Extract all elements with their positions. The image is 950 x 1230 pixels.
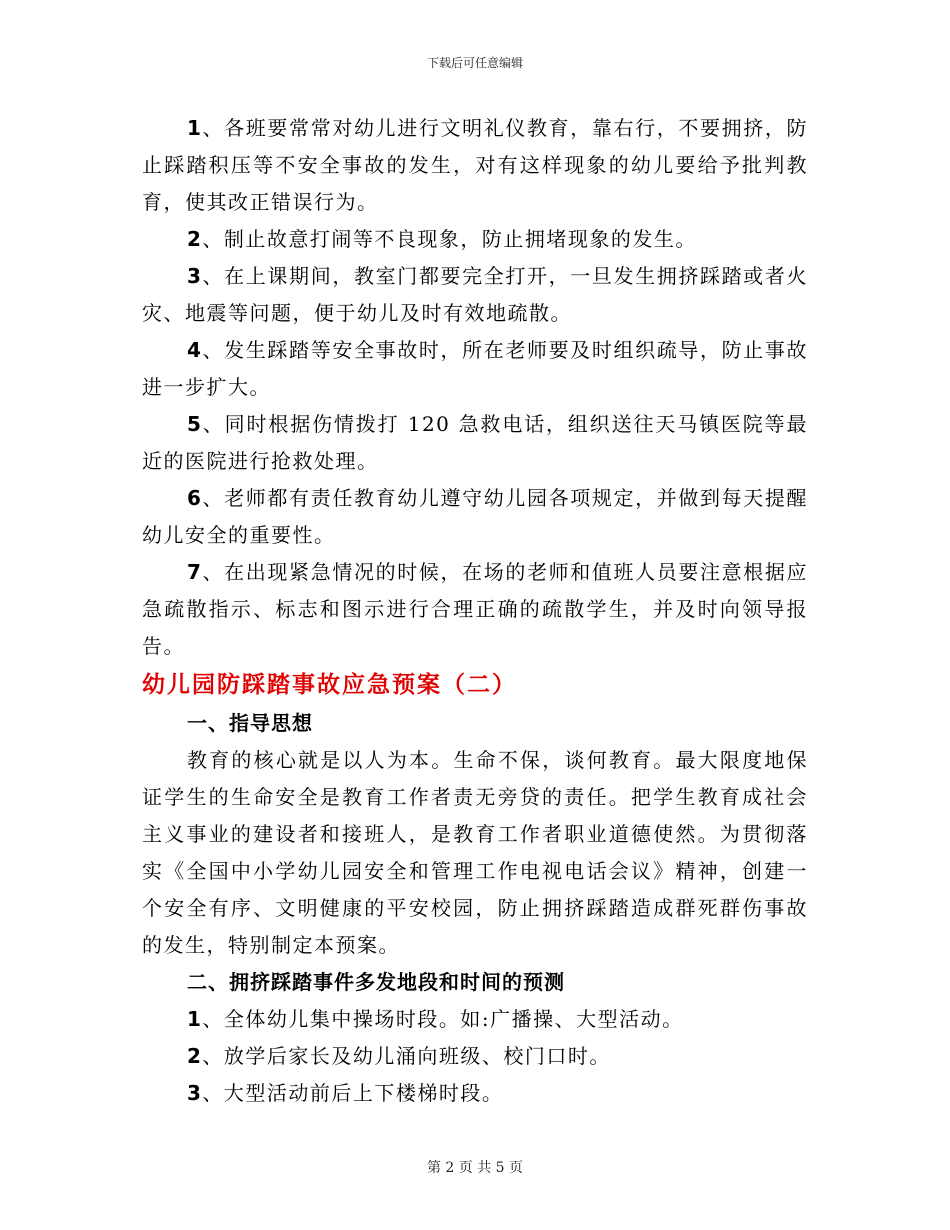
list-item <box>142 332 808 406</box>
item-text: 、放学后家长及幼儿涌向班级、校门口时。 <box>202 1044 611 1068</box>
item-text: 、制止故意打闹等不良现象，防止拥堵现象的发生。 <box>202 227 697 251</box>
item-text: 、老师都有责任教育幼儿遵守幼儿园各项规定，并做到每天提醒幼儿安全的重要性。 <box>142 486 808 547</box>
document-title: 幼儿园防踩踏事故应急预案（二） <box>142 671 517 698</box>
list-item <box>142 406 808 480</box>
list-item <box>142 221 808 258</box>
item-text: 、在出现紧急情况的时候，在场的老师和值班人员要注意根据应急疏散指示、标志和图示进行合理正确的疏散学生，并及时向领导报告。 <box>142 560 808 658</box>
item-number: 1 <box>187 116 203 140</box>
document-body <box>142 110 808 1112</box>
list-item <box>142 1075 808 1112</box>
list-item <box>142 554 808 665</box>
item-text: 、发生踩踏等安全事故时，所在老师要及时组织疏导，防止事故进一步扩大。 <box>142 338 808 399</box>
item-number: 3 <box>187 1081 203 1105</box>
section-paragraph: 教育的核心就是以人为本。生命不保，谈何教育。最大限度地保证学生的生命安全是教育工作者责无旁贷的责任。把学生教育成社会主义事业的建设者和接班人，是教育工作者职业道德使然。为贯彻落实《全国中小学幼儿园安全和管理工作电视电话会议》精神，创建一个安全有序、文明健康的平安校园，防止拥挤踩踏造成群死群伤事故的发生，特别制定本预案。 <box>142 748 808 957</box>
item-number: 6 <box>187 486 203 510</box>
section-heading: 一、指导思想 <box>187 711 313 735</box>
list-item <box>142 1038 808 1075</box>
item-text: 、在上课期间，教室门都要完全打开，一旦发生拥挤踩踏或者火灾、地震等问题，便于幼儿及时有效地疏散。 <box>142 264 808 325</box>
item-text: 、全体幼儿集中操场时段。如:广播操、大型活动。 <box>202 1007 684 1031</box>
list-item <box>142 110 808 221</box>
item-text: 、大型活动前后上下楼梯时段。 <box>202 1081 504 1105</box>
page-footer: 第 2 页 共 5 页 <box>426 1160 524 1176</box>
item-number: 2 <box>187 227 203 251</box>
section-heading: 二、拥挤踩踏事件多发地段和时间的预测 <box>187 970 565 994</box>
list-item <box>142 480 808 554</box>
item-text: 、各班要常常对幼儿进行文明礼仪教育，靠右行，不要拥挤，防止踩踏积压等不安全事故的发生，对有这样现象的幼儿要给予批判教育，使其改正错误行为。 <box>142 116 808 214</box>
item-number: 3 <box>187 264 203 288</box>
item-number: 1 <box>187 1007 203 1031</box>
item-number: 4 <box>187 338 203 362</box>
item-number: 5 <box>187 412 203 436</box>
list-item <box>142 258 808 332</box>
item-number: 7 <box>187 560 203 584</box>
page-header: 下载后可任意编辑 <box>426 56 523 70</box>
item-number: 2 <box>187 1044 203 1068</box>
list-item <box>142 1001 808 1038</box>
item-text: 、同时根据伤情拨打 120 急救电话，组织送往天马镇医院等最近的医院进行抢救处理。 <box>142 412 808 473</box>
